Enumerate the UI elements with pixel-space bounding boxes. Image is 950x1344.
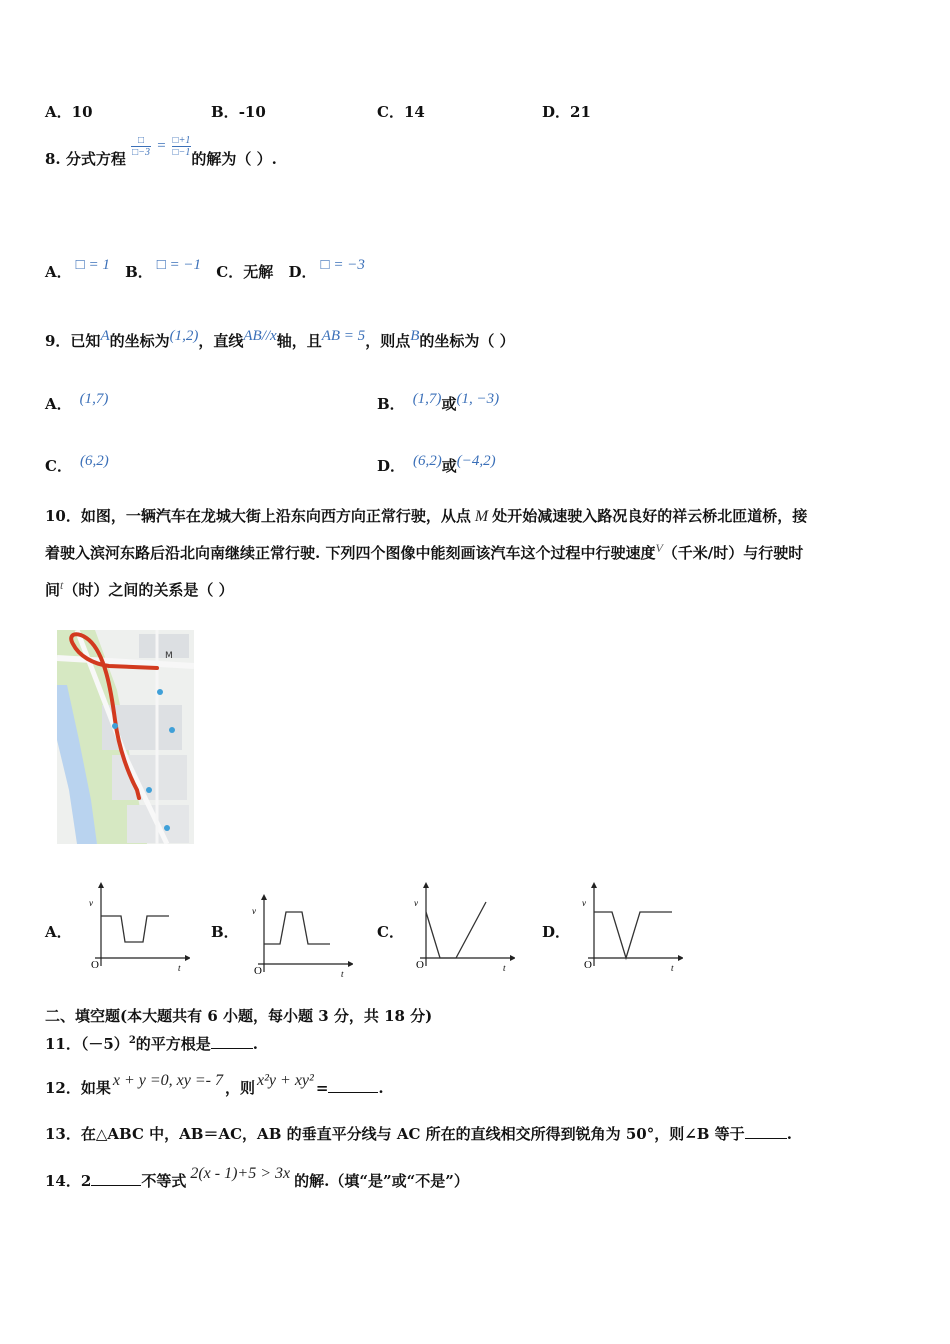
q8-option-b: B． □ = −1: [125, 257, 202, 281]
svg-text:v: v: [89, 898, 93, 908]
q8-options: [45, 257, 365, 283]
q9-option-d: D． (6,2)或(−4,2): [377, 453, 496, 475]
svg-text:O: O: [416, 959, 424, 971]
svg-text:O: O: [254, 965, 262, 977]
q8-rhs-fraction: $\frac{□+1}{□-1}$: [172, 134, 191, 158]
graph-d: [578, 882, 683, 974]
svg-text:t: t: [178, 963, 181, 973]
svg-text:t: t: [671, 963, 674, 973]
graph-b: [248, 894, 353, 980]
q14-blank[interactable]: [91, 1171, 141, 1186]
q8-lhs-fraction: $\frac{□}{□-3}$: [132, 134, 150, 158]
q10-line-1: 10．如图，一辆汽车在龙城大街上沿东向西方向正常行驶，从点 M 处开始减速驶入路况良好的祥云桥北匝道桥，接: [45, 507, 808, 525]
graph-a-label: A．: [45, 923, 72, 941]
q12: 12．如果 x + y =0, xy =- 7 ，则 x²y + xy² = .: [45, 1072, 384, 1097]
svg-text:O: O: [91, 959, 99, 971]
q8-option-a: A． □ = 1: [45, 257, 110, 281]
q7-option-a: A．10: [45, 103, 93, 121]
q13: 13．在△ABC 中，AB＝AC，AB 的垂直平分线与 AC 所在的直线相交所得到锐角为 50°，则∠B 等于 .: [45, 1125, 792, 1143]
q14: 14．2 不等式 2(x - 1)+5 > 3x 的解.（填“是”或“不是”）: [45, 1165, 469, 1190]
svg-text:v: v: [414, 898, 418, 908]
graph-c-label: C．: [377, 923, 404, 941]
q12-blank[interactable]: [328, 1078, 378, 1093]
svg-text:O: O: [584, 959, 592, 971]
q9-option-a: A． (1,7): [45, 391, 109, 413]
svg-text:t: t: [503, 963, 506, 973]
svg-text:M: M: [165, 651, 173, 661]
q10-line-3: 间$^t$（时）之间的关系是（ ）: [45, 578, 234, 599]
q8-option-c: C．无解: [216, 263, 274, 281]
svg-text:v: v: [252, 906, 256, 916]
graph-a: [85, 882, 190, 974]
svg-text:v: v: [582, 898, 586, 908]
route-map: [57, 630, 194, 844]
q8-option-d: D． □ = −3: [288, 257, 365, 281]
q11: 11．$(-5)^2$的平方根是 .: [45, 1035, 259, 1053]
graph-d-label: D．: [542, 923, 571, 941]
q10-line-2: 着驶入滨河东路后沿北向南继续正常行驶. 下列四个图像中能刻画该汽车这个过程中行驶速度$^V$（千米/时）与行驶时: [45, 541, 804, 562]
q7-option-d: D．21: [542, 103, 591, 121]
q9-option-b: B． (1,7)或(1, −3): [377, 391, 500, 413]
q9-option-c: C． (6,2): [45, 453, 109, 475]
q9-stem: 9．已知A的坐标为(1,2)，直线AB//x轴，且AB = 5，则点B的坐标为（ ）: [45, 328, 515, 350]
svg-text:t: t: [341, 969, 344, 979]
section-2-title: 二、填空题(本大题共有 6 小题，每小题 3 分，共 18 分): [45, 1007, 433, 1025]
q8-stem: 8. 分式方程 $\frac{□}{□-3}$ = $\frac{□+1}{□-1}$ 的解为（ ）.: [45, 134, 277, 168]
q7-option-c: C．14: [377, 103, 425, 121]
graph-b-label: B．: [211, 923, 239, 941]
graph-c: [410, 882, 515, 974]
q7-option-b: B．-10: [211, 103, 266, 121]
q11-blank[interactable]: [211, 1034, 253, 1049]
q13-blank[interactable]: [745, 1124, 787, 1139]
